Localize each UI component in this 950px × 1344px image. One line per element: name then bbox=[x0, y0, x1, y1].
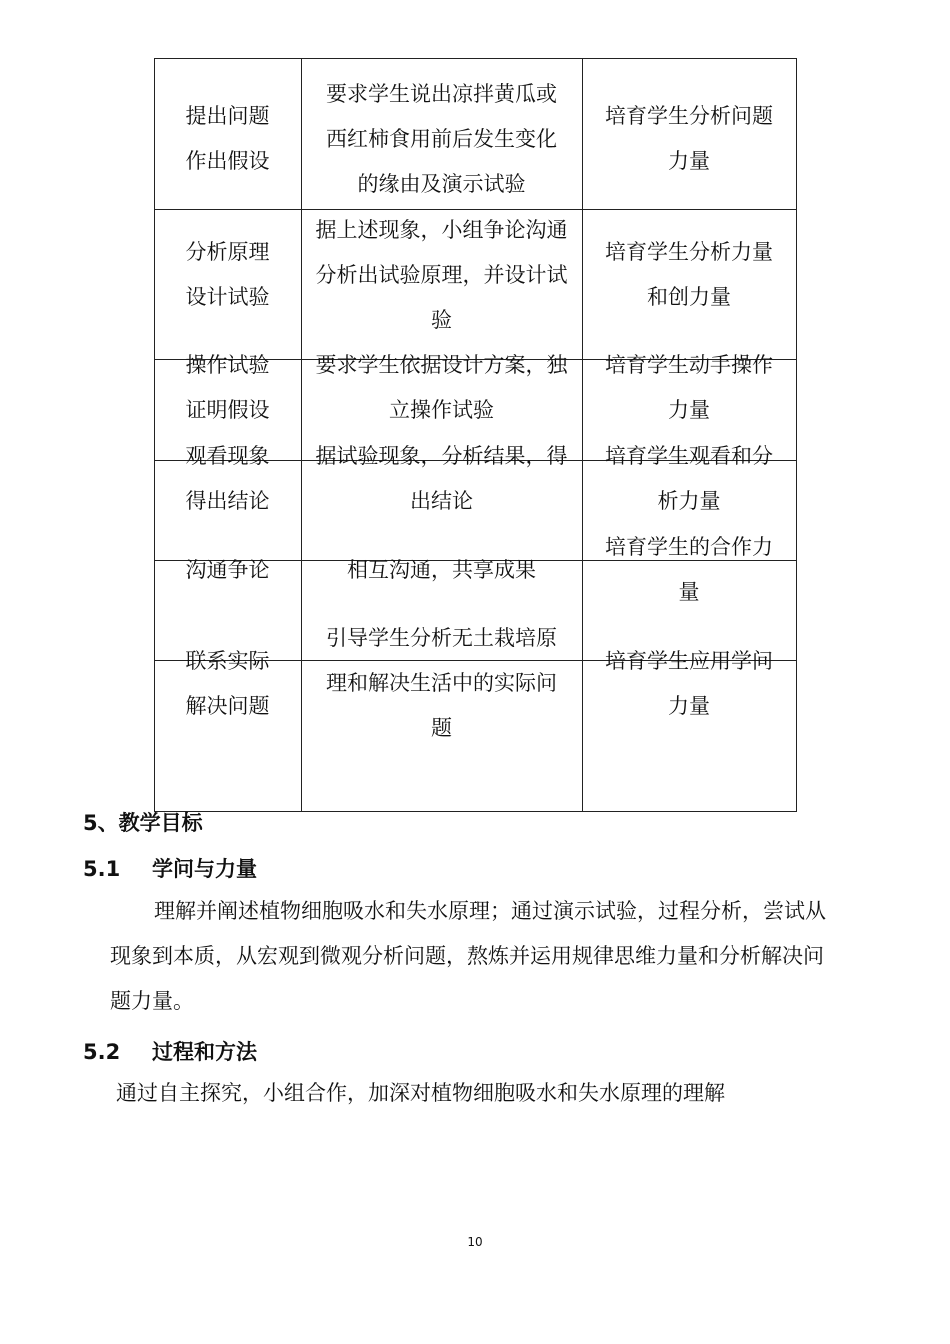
table-cell-step bbox=[154, 230, 301, 320]
cell-line: 的缘由及演示试验 bbox=[357, 172, 526, 196]
subsection-heading-process bbox=[83, 1036, 257, 1066]
subsection-number: 5.2 bbox=[83, 1040, 121, 1064]
paragraph-line: 现象到本质，从宏观到微观分析问题，熬炼并运用规律思维力量和分析解决问 bbox=[110, 944, 824, 968]
cell-line: 培育学生分析问题 bbox=[605, 104, 773, 128]
cell-line: 据试验现象，分析结果，得 bbox=[315, 444, 568, 468]
cell-line: 题 bbox=[431, 716, 452, 740]
cell-line: 分析出试验原理，并设计试 bbox=[315, 263, 568, 287]
subsection-title: 学问与力量 bbox=[152, 857, 257, 881]
cell-line: 理和解决生活中的实际问 bbox=[326, 671, 557, 695]
cell-line: 观看现象 bbox=[185, 444, 270, 468]
paragraph-text: 通过自主探究，小组合作，加深对植物细胞吸水和失水原理的理解 bbox=[116, 1081, 725, 1105]
table-cell-goal bbox=[582, 525, 796, 615]
cell-line: 解决问题 bbox=[185, 694, 270, 718]
cell-line: 分析原理 bbox=[185, 240, 270, 264]
table-border-top bbox=[154, 58, 797, 59]
table-cell-activity bbox=[301, 72, 582, 207]
cell-line: 力量 bbox=[668, 398, 710, 422]
paragraph-line: 题力量。 bbox=[110, 989, 194, 1013]
cell-line: 和创力量 bbox=[647, 285, 731, 309]
subsection-title: 过程和方法 bbox=[152, 1040, 257, 1064]
cell-line: 联系实际 bbox=[185, 649, 270, 673]
table-cell-activity bbox=[301, 208, 582, 343]
table-cell-goal bbox=[582, 639, 796, 729]
subsection-number: 5.1 bbox=[83, 857, 121, 881]
table-cell-goal bbox=[582, 343, 796, 433]
cell-line: 培育学生观看和分 bbox=[605, 444, 773, 468]
section-heading-teaching-goals: 5、教学目标 bbox=[83, 811, 203, 835]
cell-line: 提出问题 bbox=[185, 104, 270, 128]
cell-line: 量 bbox=[678, 580, 700, 604]
cell-line: 西红柿食用前后发生变化 bbox=[326, 127, 557, 151]
table-cell-step bbox=[154, 639, 301, 729]
cell-line: 作出假设 bbox=[185, 149, 270, 173]
table-cell-activity bbox=[301, 616, 582, 751]
table-cell-activity bbox=[301, 434, 582, 524]
table-cell-goal bbox=[582, 230, 796, 320]
cell-line: 培育学生动手操作 bbox=[605, 353, 773, 377]
table-border-right bbox=[796, 58, 797, 812]
subsection-heading-knowledge bbox=[83, 853, 257, 883]
cell-line: 培育学生分析力量 bbox=[605, 240, 773, 264]
cell-line: 得出结论 bbox=[185, 489, 270, 513]
cell-line: 要求学生说出凉拌黄瓜或 bbox=[326, 82, 557, 106]
activity-table bbox=[154, 58, 797, 812]
table-cell-goal bbox=[582, 94, 796, 184]
cell-line: 操作试验 bbox=[185, 353, 270, 377]
page-number: 10 bbox=[467, 1235, 483, 1249]
table-cell-activity bbox=[301, 548, 582, 593]
cell-line: 相互沟通，共享成果 bbox=[347, 558, 536, 582]
cell-line: 培育学生的合作力 bbox=[605, 535, 773, 559]
cell-line: 要求学生依据设计方案，独 bbox=[315, 353, 568, 377]
cell-line: 立操作试验 bbox=[389, 398, 494, 422]
paragraph-line: 理解并阐述植物细胞吸水和失水原理；通过演示试验，过程分析，尝试从 bbox=[154, 899, 826, 923]
cell-line: 力量 bbox=[668, 149, 710, 173]
table-cell-step bbox=[154, 548, 301, 593]
cell-line: 出结论 bbox=[410, 489, 473, 513]
cell-line: 力量 bbox=[668, 694, 710, 718]
table-cell-step bbox=[154, 94, 301, 184]
cell-line: 析力量 bbox=[657, 489, 721, 513]
cell-line: 证明假设 bbox=[185, 398, 270, 422]
cell-line: 引导学生分析无土栽培原 bbox=[326, 626, 557, 650]
table-border-bottom bbox=[154, 811, 797, 812]
table-cell-activity bbox=[301, 343, 582, 433]
cell-line: 沟通争论 bbox=[185, 558, 270, 582]
table-cell-step bbox=[154, 434, 301, 524]
cell-line: 据上述现象，小组争论沟通 bbox=[315, 218, 568, 242]
cell-line: 验 bbox=[431, 308, 452, 332]
table-cell-step bbox=[154, 343, 301, 433]
cell-line: 设计试验 bbox=[185, 285, 270, 309]
cell-line: 培育学生应用学问 bbox=[605, 649, 773, 673]
table-cell-goal bbox=[582, 434, 796, 524]
